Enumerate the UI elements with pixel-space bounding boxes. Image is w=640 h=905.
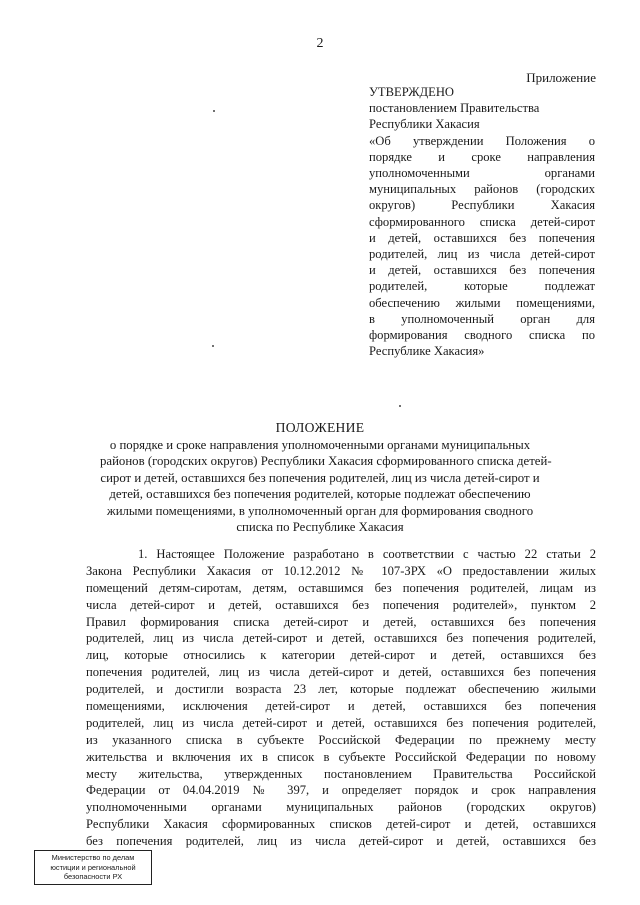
approval-line: в уполномоченный орган для	[369, 311, 595, 326]
body-line: родителей, лиц из числа детей-сирот и детей, оставшихся без попечения родителей,	[86, 631, 596, 646]
body-line: 1. Настоящее Положение разработано в соответствии с частью 22 статьи 2	[138, 547, 596, 561]
page-number: 2	[316, 36, 324, 51]
subtitle-line: списка по Республике Хакасия	[236, 520, 404, 535]
scan-speck	[212, 345, 214, 347]
approval-line: уполномоченными органами	[369, 166, 595, 181]
ministry-stamp	[34, 850, 152, 885]
approval-line: формирования сводного списка по	[369, 328, 595, 343]
approval-line: порядке и сроке направления	[369, 149, 595, 164]
approval-line: и детей, оставшихся без попечения	[369, 263, 595, 278]
body-line: из указанного списка в субъекте Российской Федерации по прежнему месту	[86, 732, 596, 747]
body-line: Республики Хакасия сформированных списков детей-сирот и детей, оставшихся	[86, 817, 596, 832]
approval-line: муниципальных районов (городских	[369, 182, 595, 197]
body-line: жительства и включения их в список в субъекте Российской Федерации по новому	[86, 749, 596, 764]
approval-line: Республики Хакасия	[369, 117, 480, 132]
body-line: помещений детям-сиротам, детям, оставшимся без попечения родителей, лицам из	[86, 580, 596, 595]
approval-line: постановлением Правительства	[369, 101, 540, 116]
subtitle-line: детей, оставшихся без попечения родителей, которые подлежат обеспечению	[109, 487, 531, 502]
document-subtitle	[100, 437, 552, 535]
document-title: ПОЛОЖЕНИЕ	[275, 420, 365, 435]
approval-line: Республике Хакасия»	[369, 344, 485, 359]
stamp-line: юстиции и региональной	[50, 862, 136, 872]
appendix-label: Приложение	[526, 70, 596, 85]
subtitle-line: сирот и детей, оставшихся без попечения родителей, лиц из числа детей-сирот и	[100, 470, 540, 485]
approval-line: обеспечению жилыми помещениями,	[369, 295, 595, 310]
approval-line: «Об утверждении Положения о	[369, 133, 595, 148]
body-line: числа детей-сирот и детей, оставшихся без попечения родителей», пунктом 2	[86, 597, 596, 612]
body-line: родителей, лиц из числа детей-сирот и детей, оставшихся без попечения родителей,	[86, 715, 596, 730]
body-line: родителей, и достигли возраста 23 лет, которые подлежат обеспечению жилыми	[86, 682, 596, 697]
body-paragraph	[86, 546, 596, 850]
body-line: уполномоченными органами муниципальных районов (городских округов)	[86, 800, 596, 815]
body-line: без попечения родителей, лиц из числа детей-сирот и детей, оставшихся без	[86, 834, 596, 849]
scan-speck	[399, 405, 401, 407]
stamp-line: безопасности РХ	[63, 872, 123, 882]
body-line: лиц, которые относились к категории детей-сирот и детей, оставшихся без	[86, 648, 596, 663]
body-line: месту жительства, утвержденных постановлением Правительства Российской	[86, 766, 596, 781]
approval-line: сформированного списка детей-сирот	[369, 214, 595, 229]
approval-heading: УТВЕРЖДЕНО	[369, 85, 455, 99]
body-line: помещениями, исключения детей-сирот и детей, оставшихся без попечения	[86, 699, 596, 714]
subtitle-line: районов (городских округов) Республики Хакасия сформированного списка детей-	[100, 454, 552, 469]
approval-block	[369, 84, 595, 359]
approval-line: родителей, которые подлежат	[369, 279, 595, 294]
subtitle-line: жилыми помещениями, в уполномоченный орган для формирования сводного	[106, 503, 534, 518]
approval-line: родителей, лиц из числа детей-сирот	[369, 247, 595, 262]
body-line: Закона Республики Хакасия от 10.12.2012 № 107-ЗРХ «О предоставлении жилых	[86, 563, 596, 578]
approval-line: округов) Республики Хакасия	[369, 198, 595, 213]
approval-line: и детей, оставшихся без попечения	[369, 230, 595, 245]
scan-speck	[213, 110, 215, 112]
body-line: Правил формирования списка детей-сирот и детей, оставшихся без попечения	[86, 614, 596, 629]
subtitle-line: о порядке и сроке направления уполномоченными органами муниципальных	[109, 438, 531, 452]
body-line: Федерации от 04.04.2019 № 397, и определяет порядок и срок направления	[86, 783, 596, 798]
body-line: попечения родителей, лиц из числа детей-сирот и детей, оставшихся без попечения	[86, 665, 596, 680]
stamp-line: Министерство по делам	[51, 853, 135, 862]
